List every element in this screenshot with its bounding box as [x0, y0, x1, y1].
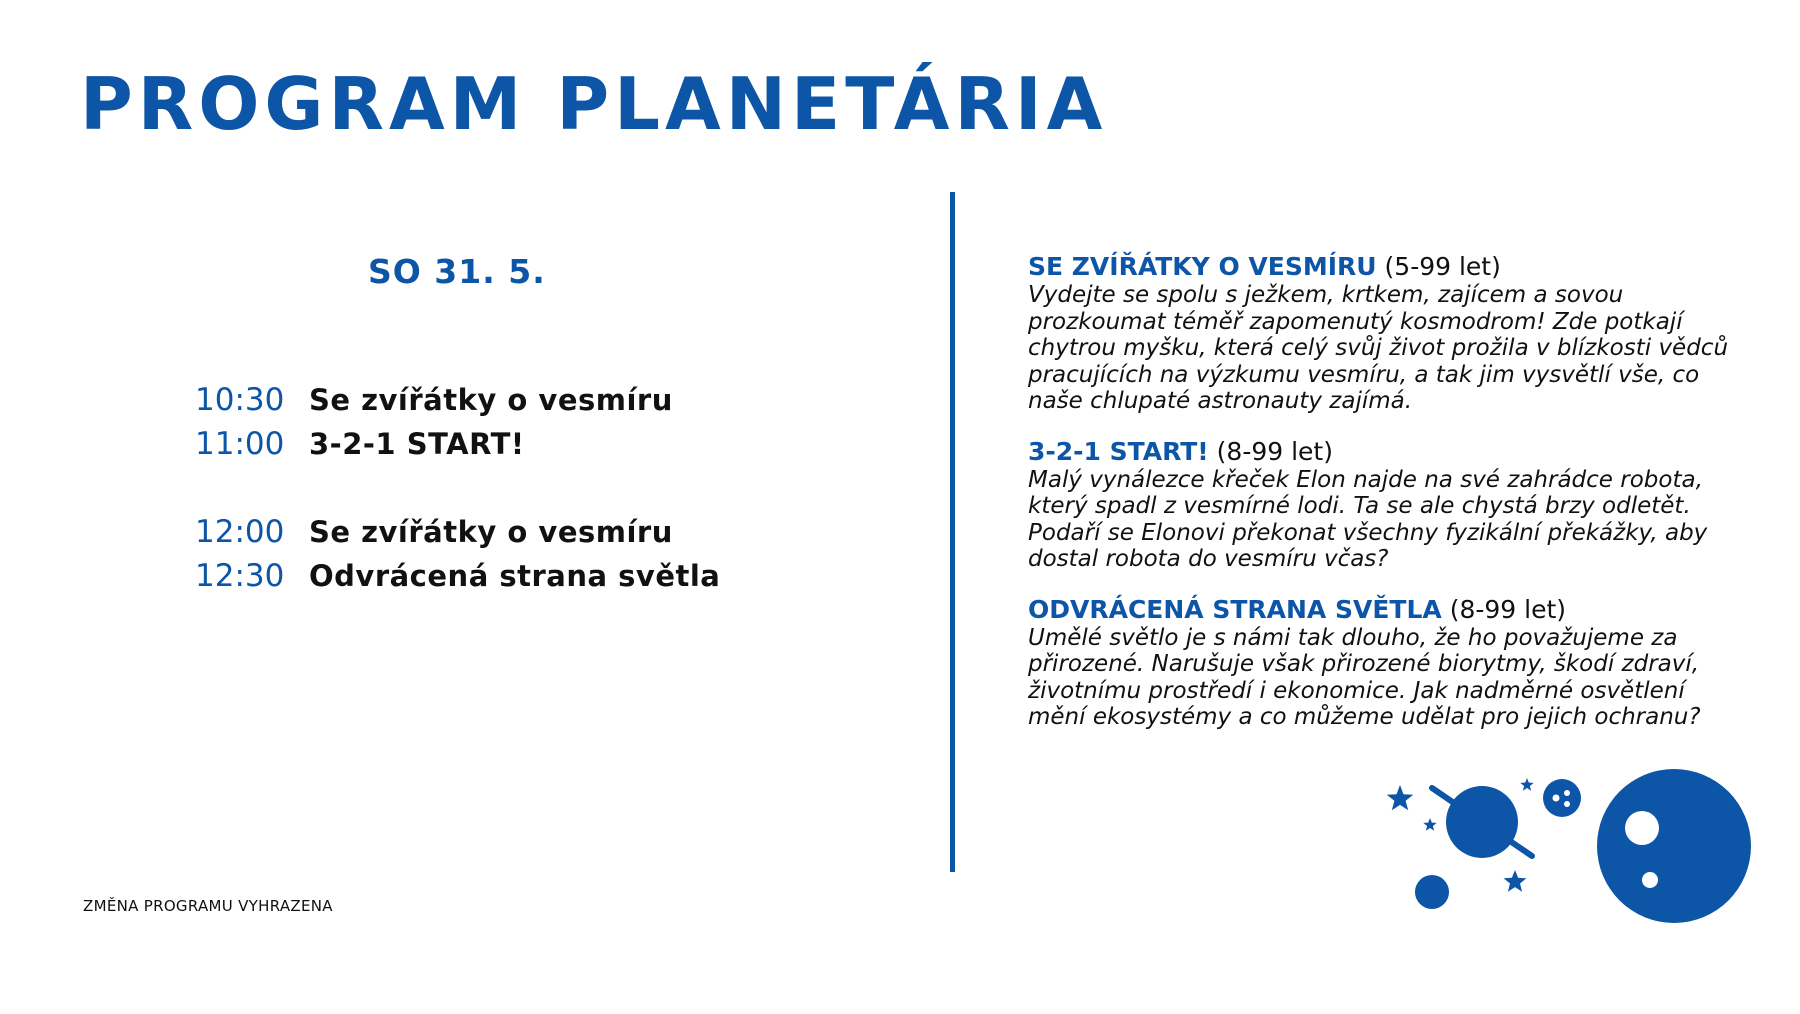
schedule-show-name: Se zvířátky o vesmíru: [309, 515, 673, 549]
schedule-show-name: Se zvířátky o vesmíru: [309, 383, 673, 417]
event-date: SO 31. 5.: [368, 252, 546, 291]
page-title: PROGRAM PLANETÁRIA: [80, 62, 1108, 146]
show-description-text: Umělé světlo je s námi tak dlouho, že ho považujeme za přirozené. Narušuje však přirozené biorytmy, škodí zdraví, životnímu prostředí i ekonomice. Jak nadměrné osvětlení mění ekosystémy a co můžeme udělat pro jejich ochranu?: [1028, 624, 1701, 730]
show-description-age: (8-99 let): [1216, 436, 1333, 466]
show-description-age: (8-99 let): [1449, 594, 1567, 624]
footer-note: ZMĚNA PROGRAMU VYHRAZENA: [83, 897, 333, 915]
show-description-heading: [1028, 252, 1748, 282]
show-description-text: Vydejte se spolu s ježkem, krtkem, zajícem a sovou prozkoumat téměř zapomenutý kosmodrom! Zde potkají chytrou myšku, která celý svůj život prožila v blízkosti vědců pracujících na výzkumu vesmíru, a tak jim vysvětlí vše, co naše chlupaté astronauty zajímá.: [1028, 282, 1729, 414]
moon-icon: [1543, 779, 1581, 817]
show-description-text: Malý vynálezce křeček Elon najde na své zahrádce robota, který spadl z vesmírné lodi. Ta se ale chystá brzy odletět. Podaří se Elonovi překonat všechny fyzikální překážky, aby dostal robota do vesmíru včas?: [1028, 466, 1708, 572]
schedule-row: [195, 514, 720, 558]
schedule-time: 12:00: [195, 514, 285, 550]
show-description-heading: [1028, 437, 1748, 467]
show-description-block: [1028, 595, 1748, 731]
schedule-row: [195, 382, 720, 426]
schedule-list: [195, 382, 720, 602]
schedule-row: [195, 426, 720, 470]
show-description-block: [1028, 252, 1748, 415]
schedule-time: 10:30: [195, 382, 285, 418]
star-icon: [1423, 818, 1436, 831]
show-descriptions: [1028, 252, 1748, 753]
star-icon: [1504, 870, 1527, 892]
star-icon: [1520, 778, 1533, 791]
show-description-name: SE ZVÍŘÁTKY O VESMÍRU: [1028, 252, 1377, 281]
vertical-divider: [950, 192, 955, 872]
planet-with-ring-icon: [1432, 786, 1532, 858]
schedule-row: [195, 558, 720, 602]
show-description-name: ODVRÁCENÁ STRANA SVĚTLA: [1028, 594, 1442, 624]
schedule-show-name: 3-2-1 START!: [309, 427, 525, 461]
show-description-heading: [1028, 595, 1748, 625]
show-description-age: (5-99 let): [1384, 252, 1501, 281]
schedule-show-name: Odvrácená strana světla: [309, 559, 721, 593]
space-illustration: [1370, 760, 1760, 930]
large-planet-icon: [1597, 769, 1751, 923]
show-description-block: [1028, 437, 1748, 573]
show-description-name: 3-2-1 START!: [1028, 436, 1209, 466]
star-icon: [1387, 785, 1414, 810]
small-planet-icon: [1415, 875, 1449, 909]
schedule-time: 11:00: [195, 426, 285, 462]
schedule-time: 12:30: [195, 558, 285, 594]
